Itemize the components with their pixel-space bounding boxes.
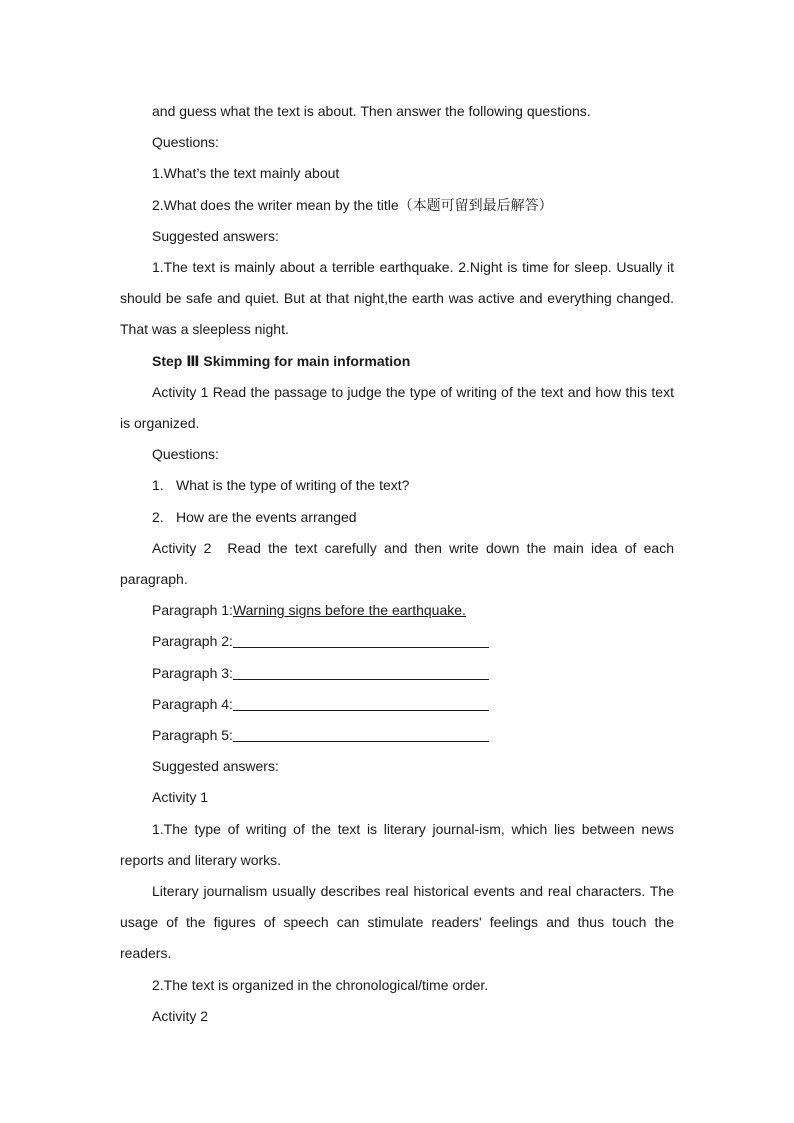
- question-1: 1.What’s the text mainly about: [152, 165, 340, 182]
- suggested-answers-label: Suggested answers:: [152, 227, 279, 244]
- questions-label-2: Questions:: [152, 446, 219, 463]
- paragraph-label: Paragraph 3:: [152, 664, 233, 681]
- question-2: 2.What does the writer mean by the title（本题可留到最后解答）: [152, 196, 553, 213]
- paragraph-2-blank[interactable]: [233, 633, 489, 648]
- paragraph-3-row: [120, 658, 674, 689]
- activity-2-text: Read the text carefully and then write down the main idea of each paragraph.: [120, 539, 675, 588]
- answer-activity-1-part-1: 1.The type of writing of the text is literary journal-ism, which lies between news reports and literary works.: [120, 820, 674, 868]
- paragraph-label: Paragraph 5:: [152, 727, 233, 744]
- activity-1-label: Activity 1: [152, 789, 209, 806]
- activity-2-instruction: [120, 533, 674, 595]
- activity-2-label-end: Activity 2: [152, 1007, 209, 1024]
- activity-1-instruction: Activity 1 Read the passage to judge the type of writing of the text and how this text is organized.: [120, 383, 674, 432]
- answer-activity-1-part-2: Literary journalism usually describes real historical events and real characters. The usage of the figures of speech can stimulate readers' feelings and thus touch the readers.: [120, 883, 674, 962]
- step-question-number: 1.: [152, 477, 164, 494]
- paragraph-1-answer: Warning signs before the earthquake.: [232, 602, 466, 619]
- paragraph-label: Paragraph 1:: [152, 602, 233, 619]
- questions-label: Questions:: [152, 134, 219, 151]
- paragraph-2-row: [120, 626, 674, 657]
- suggested-answers-label-2: Suggested answers:: [152, 758, 279, 775]
- paragraph-1-row: [120, 595, 674, 626]
- intro-line: and guess what the text is about. Then answer the following questions.: [152, 103, 591, 119]
- step-question-number: 2.: [152, 508, 164, 525]
- step-question-text: What is the type of writing of the text?: [176, 477, 410, 494]
- paragraph-label: Paragraph 4:: [152, 695, 233, 712]
- paragraph-5-row: [120, 720, 674, 751]
- paragraph-5-blank[interactable]: [233, 727, 489, 742]
- paragraph-4-row: [120, 689, 674, 720]
- suggested-answer-paragraph: 1.The text is mainly about a terrible earthquake. 2.Night is time for sleep. Usually it should be safe and quiet. But at that night,the earth was active and everything changed. That was a sleepless night.: [120, 259, 674, 338]
- step-question-text: How are the events arranged: [176, 508, 357, 525]
- paragraph-label: Paragraph 2:: [152, 633, 233, 650]
- paragraph-3-blank[interactable]: [233, 665, 489, 680]
- document-page: [120, 96, 674, 1032]
- answer-activity-1-part-3: 2.The text is organized in the chronological/time order.: [152, 976, 489, 993]
- step-question-2: [120, 502, 674, 533]
- step-question-1: [120, 470, 674, 501]
- paragraph-4-blank[interactable]: [233, 696, 489, 711]
- activity-2-label: Activity 2: [152, 539, 212, 556]
- step-3-heading: Step Ⅲ Skimming for main information: [152, 352, 411, 369]
